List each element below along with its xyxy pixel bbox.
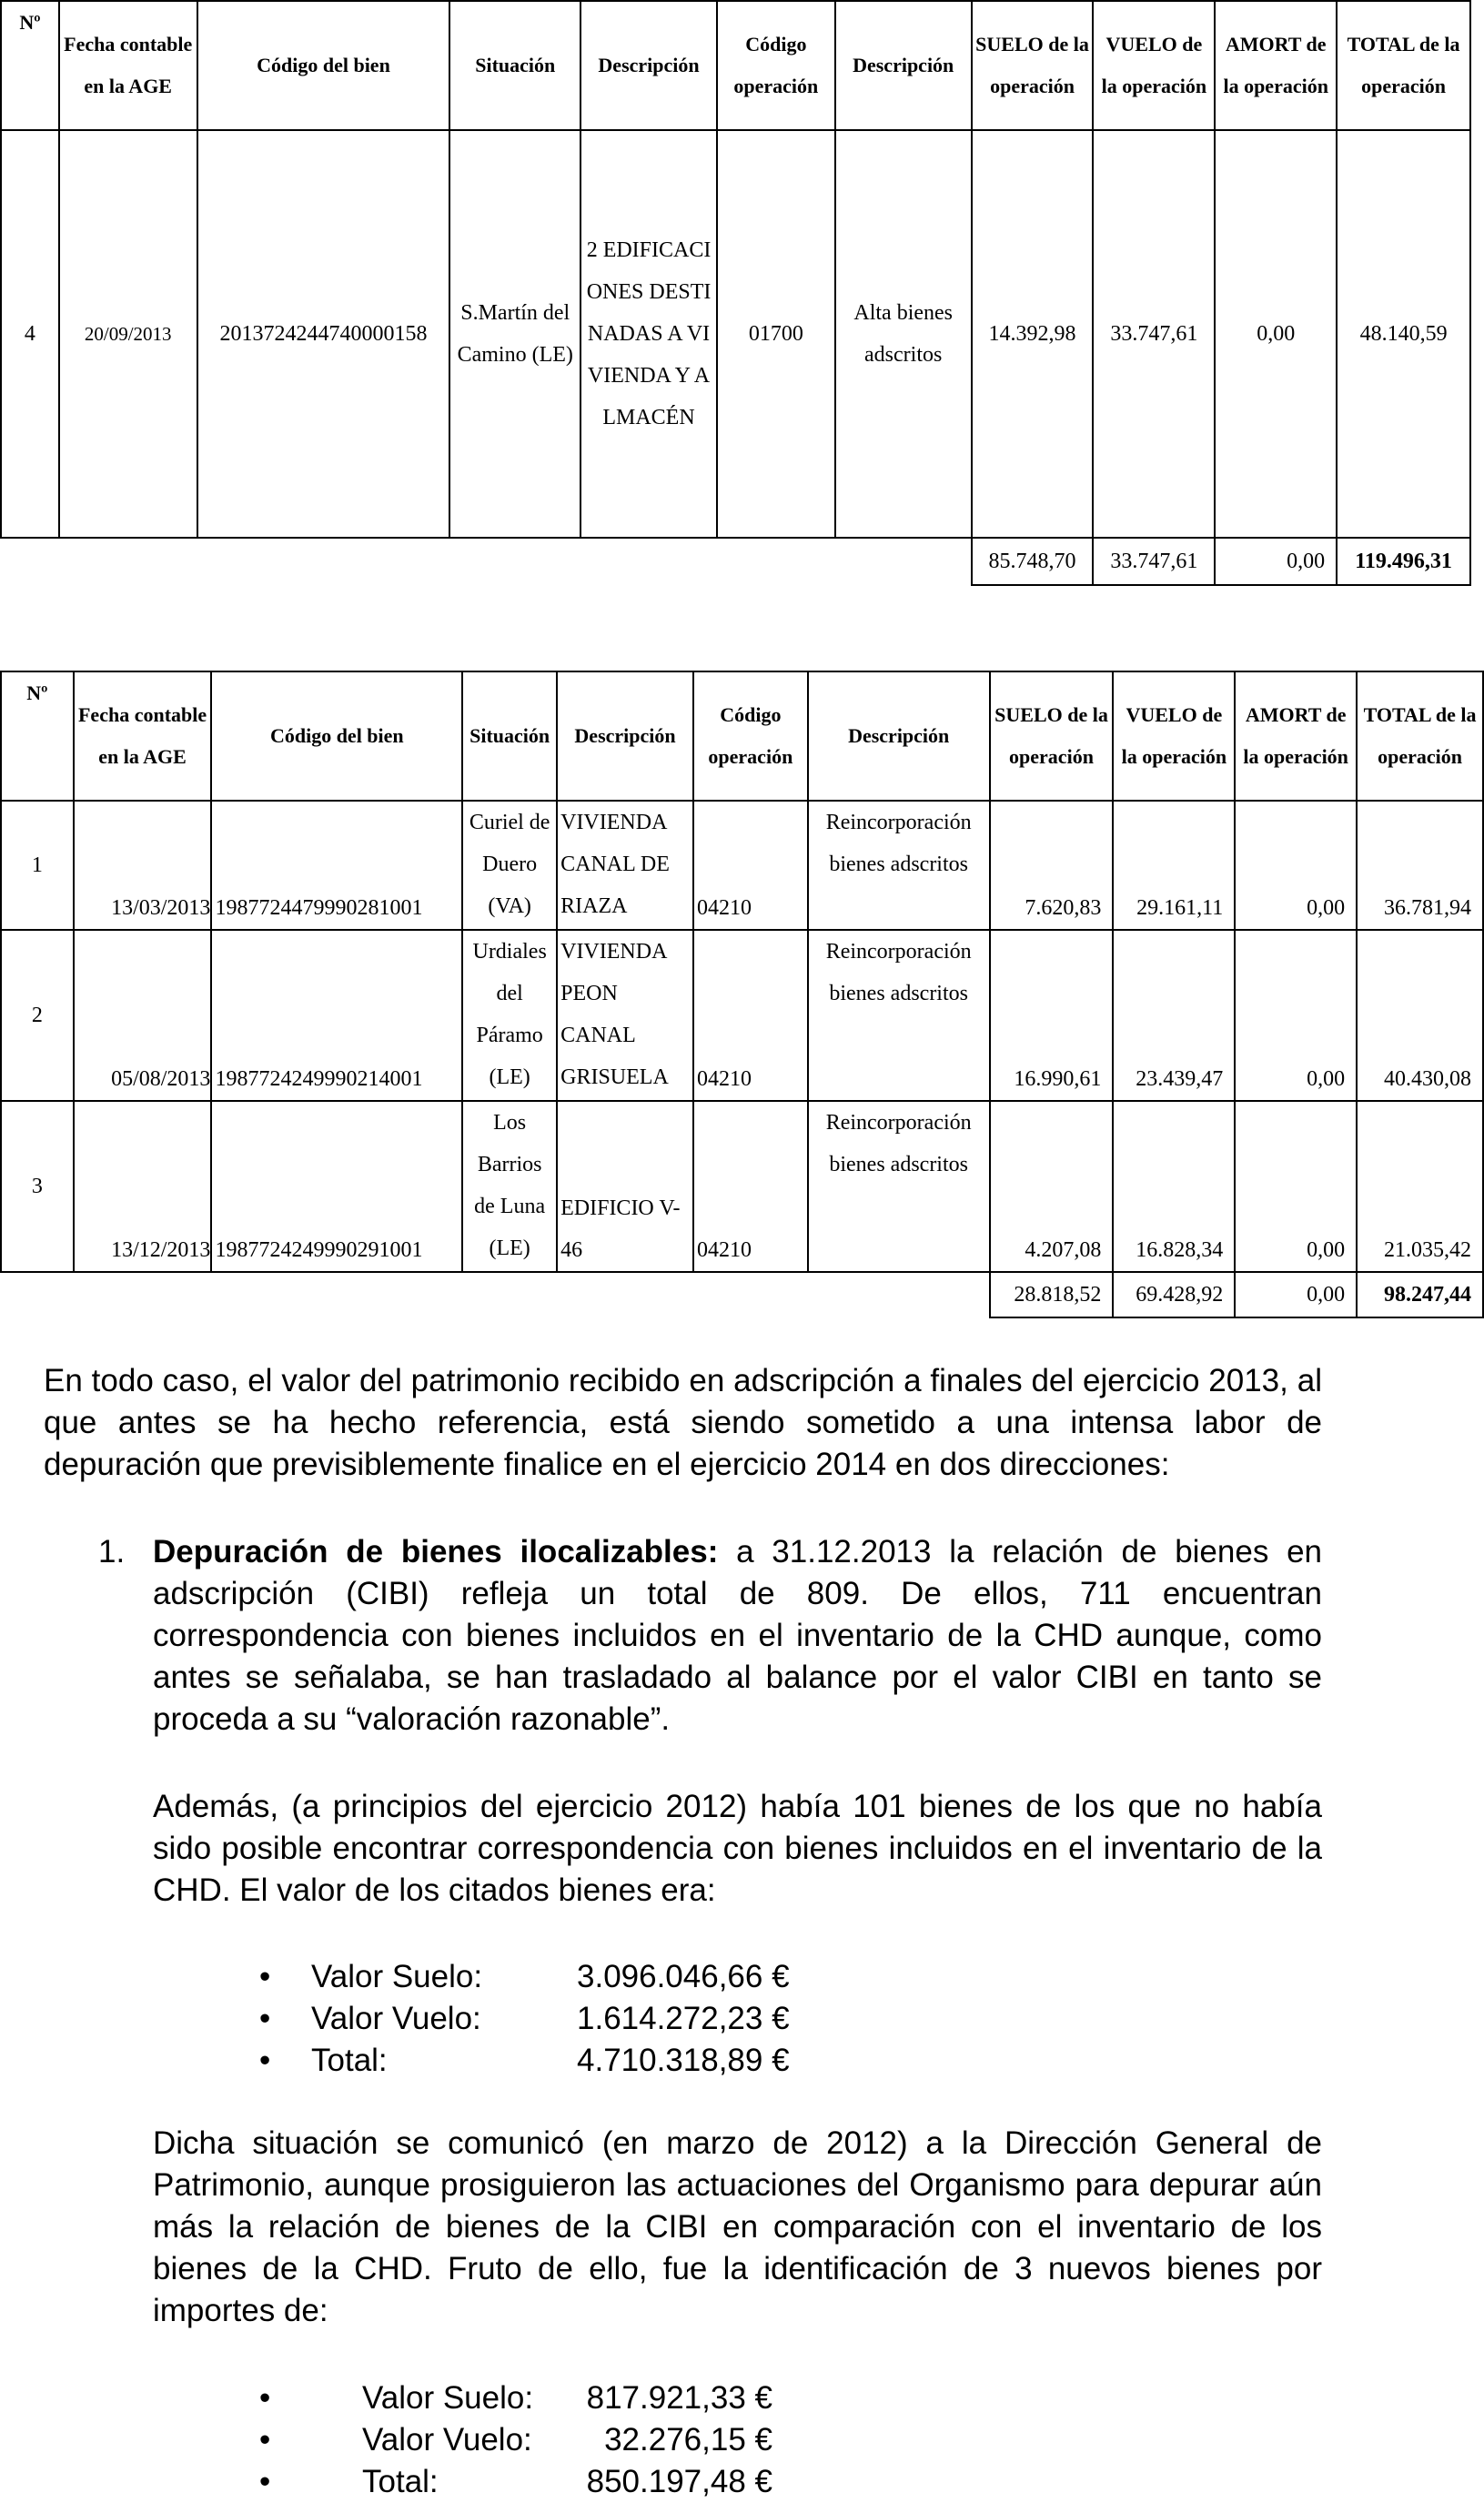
total-suelo: 85.748,70 <box>972 538 1094 585</box>
cell-situacion: S.Martín del Camino (LE) <box>449 130 580 538</box>
list-number: 1. <box>98 1534 126 1569</box>
cell-vuelo: 33.747,61 <box>1093 130 1215 538</box>
cell-descripcion: EDIFICIO V-46 <box>557 1101 693 1272</box>
list-label: Total: <box>362 2464 439 2499</box>
total-vuelo: 69.428,92 <box>1113 1272 1235 1317</box>
bullet-icon: • <box>259 2380 271 2416</box>
header-cell: Código del bien <box>211 671 462 801</box>
header-cell: Código operación <box>717 1 835 130</box>
header-cell: VUELO de la operación <box>1093 1 1215 130</box>
bullet-icon: • <box>259 2001 271 2036</box>
paragraph-3: Dicha situación se comunicó (en marzo de 2012) a la Dirección General de Patrimonio, aunque prosiguieron las actuaciones del Organismo para depurar aún más la relación de bienes de la CIBI en comparación con el inventario de los bienes de la CHD. Fruto de ello, fue la identificación de 3 nuevos bienes por importes de: <box>153 2125 1322 2328</box>
header-cell: Nº <box>1 671 74 801</box>
cell-total: 21.035,42 <box>1357 1101 1483 1272</box>
cell-descripcion-operacion: Reincorporación bienes adscritos <box>808 801 990 930</box>
cell-n: 1 <box>1 801 74 930</box>
header-cell: SUELO de la operación <box>990 671 1114 801</box>
table-header-row <box>1 671 1483 801</box>
header-cell: Situación <box>462 671 557 801</box>
total-amort: 0,00 <box>1235 1272 1357 1317</box>
totals-row <box>1 1272 1483 1317</box>
cell-situacion: Los Barrios de Luna (LE) <box>462 1101 557 1272</box>
total-total: 98.247,44 <box>1357 1272 1483 1317</box>
cell-suelo: 16.990,61 <box>990 930 1114 1101</box>
cell-n: 3 <box>1 1101 74 1272</box>
table-row <box>1 930 1483 1101</box>
cell-descripcion: VIVIENDA PEON CANAL GRISUELA <box>557 930 693 1101</box>
header-cell: Nº <box>1 1 59 130</box>
header-cell: SUELO de la operación <box>972 1 1094 130</box>
header-cell: Fecha contable en la AGE <box>59 1 197 130</box>
item1-paragraph <box>153 1531 1322 1741</box>
cell-descripcion-operacion: Reincorporación bienes adscritos <box>808 930 990 1101</box>
cell-fecha: 13/12/2013 <box>74 1101 212 1272</box>
list-label: Total: <box>311 2043 388 2078</box>
table-row <box>1 801 1483 930</box>
header-cell: AMORT de la operación <box>1215 1 1337 130</box>
cell-amort: 0,00 <box>1235 1101 1357 1272</box>
cell-situacion: Urdiales del Páramo (LE) <box>462 930 557 1101</box>
list-value: 817.921,33 € <box>586 2380 772 2416</box>
cell-descripcion: 2 EDIFICACIONES DESTINADAS A VIVIENDA Y ALMACÉN <box>580 130 717 538</box>
table-row <box>1 130 1470 538</box>
cell-descripcion: VIVIENDA CANAL DE RIAZA <box>557 801 693 930</box>
list-value: 3.096.046,66 € <box>577 1959 790 1994</box>
cell-amort: 0,00 <box>1235 801 1357 930</box>
cell-fecha: 13/03/2013 <box>74 801 212 930</box>
cell-n: 2 <box>1 930 74 1101</box>
bullet-icon: • <box>259 2464 271 2499</box>
header-cell: TOTAL de la operación <box>1357 671 1483 801</box>
list-item <box>0 2040 1484 2082</box>
cell-total: 36.781,94 <box>1357 801 1483 930</box>
paragraph-2: Además, (a principios del ejercicio 2012) había 101 bienes de los que no había sido posible encontrar correspondencia con bienes incluidos en el inventario de la CHD. El valor de los citados bienes era: <box>153 1789 1322 1908</box>
bullet-icon: • <box>259 2422 271 2458</box>
cell-codigo-operacion: 04210 <box>693 1101 808 1272</box>
cell-codigo-operacion: 04210 <box>693 801 808 930</box>
list-item <box>0 2461 1484 2503</box>
list-value: 850.197,48 € <box>586 2464 772 2499</box>
list-item <box>0 2377 1484 2419</box>
total-suelo: 28.818,52 <box>990 1272 1114 1317</box>
cell-situacion: Curiel de Duero (VA) <box>462 801 557 930</box>
cell-fecha: 05/08/2013 <box>74 930 212 1101</box>
list-value: 4.710.318,89 € <box>577 2043 790 2078</box>
cell-vuelo: 29.161,11 <box>1113 801 1235 930</box>
header-cell: VUELO de la operación <box>1113 671 1235 801</box>
table-header-row <box>1 1 1470 130</box>
cell-descripcion-operacion: Reincorporación bienes adscritos <box>808 1101 990 1272</box>
cell-amort: 0,00 <box>1235 930 1357 1101</box>
cell-codigo-bien: 2013724244740000158 <box>197 130 450 538</box>
list-label: Valor Suelo: <box>311 1959 483 1994</box>
header-cell: Descripción <box>557 671 693 801</box>
list-value: 1.614.272,23 € <box>577 2001 790 2036</box>
list-item <box>0 1998 1484 2040</box>
header-cell: Fecha contable en la AGE <box>74 671 212 801</box>
intro-paragraph: En todo caso, el valor del patrimonio recibido en adscripción a finales del ejercicio 2013, al que antes se ha hecho referencia, está siendo sometido a una intensa labor de depuración que previsiblemente finalice en el ejercicio 2014 en dos direcciones: <box>44 1363 1322 1482</box>
header-cell: AMORT de la operación <box>1235 671 1357 801</box>
bullet-icon: • <box>259 1959 271 1994</box>
list-label: Valor Suelo: <box>362 2380 534 2416</box>
cell-suelo: 4.207,08 <box>990 1101 1114 1272</box>
bullet-icon: • <box>259 2043 271 2078</box>
cell-codigo-operacion: 01700 <box>717 130 835 538</box>
cell-codigo-bien: 1987724249990214001 <box>211 930 462 1101</box>
header-cell: Código del bien <box>197 1 450 130</box>
assets-table-2 <box>0 671 1484 1318</box>
cell-descripcion-operacion: Alta bienes adscritos <box>835 130 972 538</box>
list-label: Valor Vuelo: <box>311 2001 481 2036</box>
total-vuelo: 33.747,61 <box>1093 538 1215 585</box>
totals-row <box>1 538 1470 585</box>
cell-total: 40.430,08 <box>1357 930 1483 1101</box>
header-cell: Descripción <box>808 671 990 801</box>
cell-codigo-bien: 1987724249990291001 <box>211 1101 462 1272</box>
item1-heading: Depuración de bienes ilocalizables: <box>153 1534 719 1569</box>
list-label: Valor Vuelo: <box>362 2422 532 2458</box>
cell-n: 4 <box>1 130 59 538</box>
list-value: 32.276,15 € <box>604 2422 772 2458</box>
cell-vuelo: 23.439,47 <box>1113 930 1235 1101</box>
cell-total: 48.140,59 <box>1337 130 1470 538</box>
table-row <box>1 1101 1483 1272</box>
cell-vuelo: 16.828,34 <box>1113 1101 1235 1272</box>
header-cell: TOTAL de la operación <box>1337 1 1470 130</box>
item1-text: a 31.12.2013 la relación de bienes en adscripción (CIBI) refleja un total de 809. De ellos, 711 encuentran correspondencia con bienes incluidos en el inventario de la CHD aunque, como antes se señalaba, se han trasladado al balance por el valor CIBI en tanto se proceda a su “valoración razonable”. <box>153 1534 1323 1737</box>
header-cell: Situación <box>449 1 580 130</box>
assets-table-1 <box>0 0 1471 586</box>
cell-amort: 0,00 <box>1215 130 1337 538</box>
cell-suelo: 14.392,98 <box>972 130 1094 538</box>
total-amort: 0,00 <box>1215 538 1337 585</box>
total-total: 119.496,31 <box>1337 538 1470 585</box>
list-item <box>0 1956 1484 1998</box>
list-item <box>0 2419 1484 2461</box>
header-cell: Descripción <box>835 1 972 130</box>
cell-codigo-operacion: 04210 <box>693 930 808 1101</box>
cell-fecha: 20/09/2013 <box>59 130 197 538</box>
cell-codigo-bien: 1987724479990281001 <box>211 801 462 930</box>
cell-suelo: 7.620,83 <box>990 801 1114 930</box>
header-cell: Descripción <box>580 1 717 130</box>
header-cell: Código operación <box>693 671 808 801</box>
